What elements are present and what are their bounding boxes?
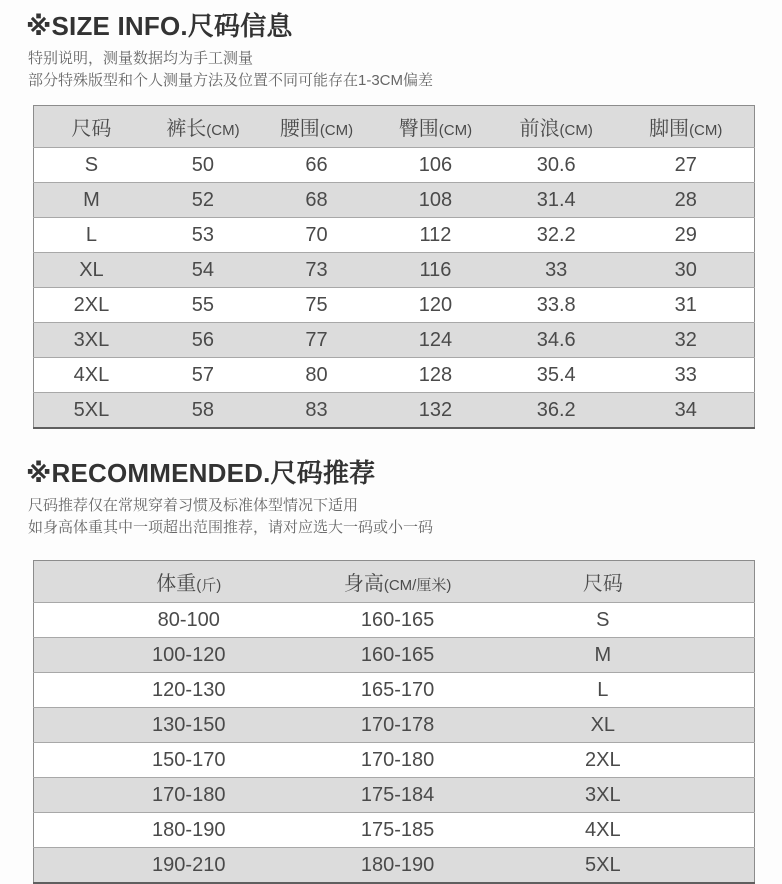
size-cell-pants-length: 50 — [191, 153, 215, 176]
size-cell-waist: 80 — [305, 363, 328, 386]
size-cell-size: 5XL — [73, 398, 110, 421]
recommended-cell-height: 165-170 — [360, 678, 435, 701]
column-unit: (CM) — [438, 122, 473, 139]
recommended-table-column-header — [344, 561, 452, 603]
size-table-row — [34, 358, 755, 393]
size-cell-pants-length: 56 — [191, 328, 215, 351]
size-cell-pants-length: 57 — [191, 363, 215, 386]
recommended-cell-size: M — [594, 643, 612, 666]
column-unit: (CM) — [319, 122, 354, 139]
size-cell-pants-length: 55 — [191, 293, 215, 316]
recommended-cell-weight: 130-150 — [152, 713, 226, 736]
size-cell-waist: 73 — [305, 258, 328, 281]
size-cell-leg-opening: 32 — [674, 328, 697, 351]
size-cell-pants-length: 54 — [191, 258, 215, 281]
size-cell-size: XL — [79, 258, 104, 281]
recommended-table-row — [34, 603, 755, 638]
size-cell-leg-opening: 30 — [674, 258, 697, 281]
recommended-cell-size: 4XL — [585, 818, 621, 841]
size-cell-leg-opening: 31 — [674, 293, 697, 316]
size-cell-size: 3XL — [73, 328, 110, 351]
size-cell-hip: 112 — [419, 223, 452, 246]
size-cell-hip: 132 — [418, 398, 453, 421]
column-unit: (斤) — [196, 577, 222, 594]
recommended-table-column-header — [452, 561, 755, 603]
size-cell-hip: 106 — [418, 153, 453, 176]
size-cell-pants-length: 58 — [191, 398, 215, 421]
size-cell-waist: 75 — [305, 293, 328, 316]
recommended-cell-weight: 150-170 — [152, 748, 226, 771]
size-table-row — [34, 288, 755, 323]
column-label: 裤长 — [166, 118, 207, 140]
recommended-cell-weight: 190-210 — [152, 853, 226, 876]
recommended-cell-height: 160-165 — [360, 608, 435, 631]
recommended-cell-height: 160-165 — [360, 643, 435, 666]
size-cell-leg-opening: 33 — [674, 363, 697, 386]
size-table-column-header — [617, 106, 754, 148]
size-cell-size: 4XL — [73, 363, 110, 386]
size-cell-front-rise: 32.2 — [536, 223, 576, 246]
size-cell-waist: 83 — [305, 398, 328, 421]
recommended-table-row — [34, 743, 755, 778]
size-cell-hip: 128 — [418, 363, 453, 386]
recommended-table-row — [34, 673, 755, 708]
recommended-cell-height: 175-184 — [360, 783, 435, 806]
size-cell-front-rise: 31.4 — [536, 188, 576, 211]
size-info-note-1: 特别说明，测量数据均为手工测量 — [28, 50, 254, 67]
recommended-cell-size: 5XL — [585, 853, 621, 876]
recommended-cell-height: 180-190 — [360, 853, 435, 876]
size-cell-pants-length: 53 — [191, 223, 215, 246]
size-cell-waist: 66 — [305, 153, 328, 176]
column-unit: (CM) — [559, 122, 593, 139]
size-table-column-header — [495, 106, 618, 148]
recommended-cell-size: S — [596, 608, 610, 631]
size-cell-front-rise: 33 — [545, 258, 568, 281]
size-table-column-header — [257, 106, 376, 148]
recommended-cell-weight: 80-100 — [157, 608, 220, 631]
recommended-cell-weight: 120-130 — [152, 678, 226, 701]
recommended-cell-weight: 100-120 — [152, 643, 226, 666]
size-table-header-row — [34, 106, 755, 148]
recommended-section — [0, 429, 782, 884]
recommended-note-1: 尺码推荐仅在常规穿着习惯及标准体型情况下适用 — [28, 497, 359, 514]
size-cell-size: L — [85, 223, 97, 246]
size-cell-leg-opening: 27 — [674, 153, 697, 176]
recommended-table-row — [34, 638, 755, 673]
size-cell-leg-opening: 28 — [674, 188, 697, 211]
size-cell-size: M — [83, 188, 100, 211]
recommended-cell-weight: 180-190 — [152, 818, 226, 841]
column-label: 前浪 — [519, 118, 560, 140]
size-table-row — [34, 253, 755, 288]
size-table-row — [34, 393, 755, 429]
size-table-row — [34, 323, 755, 358]
size-table-column-header — [149, 106, 257, 148]
size-cell-hip: 124 — [418, 328, 453, 351]
size-cell-hip: 108 — [418, 188, 453, 211]
size-table-row — [34, 183, 755, 218]
recommended-table-row — [34, 848, 755, 884]
size-cell-front-rise: 30.6 — [536, 153, 576, 176]
size-table-row — [34, 148, 755, 183]
size-cell-leg-opening: 29 — [674, 223, 697, 246]
recommended-table — [33, 560, 755, 884]
column-label: 脚围 — [649, 118, 690, 140]
size-info-note-2: 部分特殊版型和个人测量方法及位置不同可能存在1-3CM偏差 — [28, 72, 434, 89]
recommended-cell-size: 2XL — [585, 748, 621, 771]
recommended-table-row — [34, 778, 755, 813]
size-info-section — [0, 0, 782, 429]
size-cell-leg-opening: 34 — [674, 398, 697, 421]
size-cell-waist: 68 — [305, 188, 328, 211]
size-cell-front-rise: 35.4 — [536, 363, 576, 386]
size-cell-size: 2XL — [73, 293, 110, 316]
recommended-cell-height: 175-185 — [360, 818, 435, 841]
recommended-title: ※RECOMMENDED.尺码推荐 — [26, 458, 376, 488]
size-table-column-header — [34, 106, 149, 148]
column-label: 体重 — [156, 573, 197, 595]
size-cell-pants-length: 52 — [191, 188, 215, 211]
column-unit: (CM/厘米) — [383, 577, 452, 594]
column-label: 尺码 — [71, 118, 112, 140]
size-cell-waist: 77 — [305, 328, 328, 351]
recommended-cell-height: 170-180 — [360, 748, 435, 771]
recommended-table-row — [34, 813, 755, 848]
recommended-cell-size: XL — [590, 713, 616, 736]
size-cell-hip: 120 — [418, 293, 453, 316]
recommended-table-row — [34, 708, 755, 743]
size-cell-front-rise: 36.2 — [536, 398, 576, 421]
column-unit: (CM) — [689, 122, 723, 139]
recommended-cell-size: 3XL — [585, 783, 621, 806]
size-cell-front-rise: 34.6 — [536, 328, 576, 351]
size-cell-hip: 116 — [419, 258, 452, 281]
size-info-title: ※SIZE INFO.尺码信息 — [26, 11, 293, 41]
size-cell-front-rise: 33.8 — [536, 293, 576, 316]
size-table-column-header — [376, 106, 495, 148]
recommended-cell-weight: 170-180 — [152, 783, 226, 806]
size-cell-size: S — [84, 153, 99, 176]
column-label: 身高 — [343, 573, 384, 595]
size-cell-waist: 70 — [305, 223, 328, 246]
column-unit: (CM) — [206, 122, 240, 139]
recommended-table-column-header — [34, 561, 344, 603]
recommended-cell-size: L — [597, 678, 609, 701]
recommended-cell-height: 170-178 — [360, 713, 435, 736]
recommended-table-header-row — [34, 561, 755, 603]
size-table-row — [34, 218, 755, 253]
column-label: 臀围 — [398, 118, 439, 140]
column-label: 尺码 — [582, 573, 623, 595]
size-table — [33, 105, 755, 429]
column-label: 腰围 — [279, 118, 320, 140]
recommended-note-2: 如身高体重其中一项超出范围推荐，请对应选大一码或小一码 — [28, 519, 434, 536]
